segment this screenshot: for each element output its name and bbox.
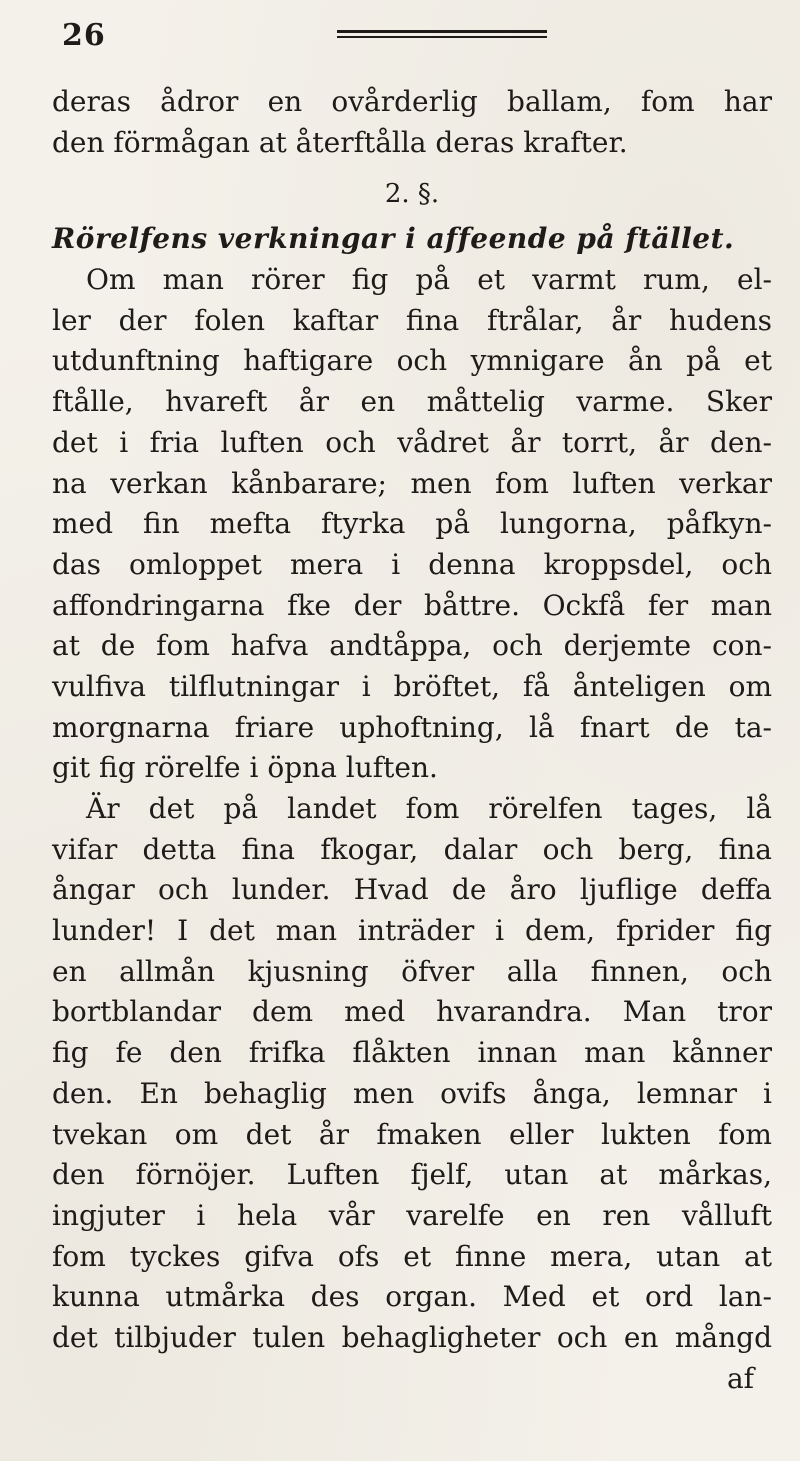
text-line: den. En behaglig men ovifs ånga, lemnar i bbox=[52, 1076, 772, 1110]
header-rule bbox=[337, 30, 547, 41]
text-line: morgnarna friare uphoftning, lå fnart de ta- bbox=[52, 710, 772, 744]
page-header bbox=[62, 14, 762, 54]
text-line: Om man rörer fig på et varmt rum, el- bbox=[86, 263, 772, 297]
text-line: das omloppet mera i denna kroppsdel, och bbox=[52, 547, 772, 581]
text-line: utdunftning haftigare och ymnigare ån på et bbox=[52, 344, 772, 378]
text-line: fom tyckes gifva ofs et finne mera, utan at bbox=[52, 1239, 772, 1273]
text-line: vifar detta fina fkogar, dalar och berg, fina bbox=[52, 832, 772, 866]
text-line: bortblandar dem med hvarandra. Man tror bbox=[52, 995, 772, 1029]
text-line: at de fom hafva andtåppa, och derjemte con- bbox=[52, 629, 772, 663]
text-line: affondringarna fke der båttre. Ockfå fer man bbox=[52, 588, 772, 622]
body-text bbox=[52, 82, 772, 1399]
text-line: med fin mefta ftyrka på lungorna, påfkyn- bbox=[52, 507, 772, 541]
section-title: Rörelfens verkningar i affeende på ftället. bbox=[52, 222, 735, 256]
text-line: deras ådror en ovårderlig ballam, fom har bbox=[52, 85, 772, 118]
page-number: 26 bbox=[62, 18, 106, 53]
text-line: git fig rörelfe i öpna luften. bbox=[52, 751, 438, 785]
text-line: lunder! I det man inträder i dem, fprider fig bbox=[52, 914, 772, 948]
text-line: Är det på landet fom rörelfen tages, lå bbox=[86, 792, 772, 825]
text-line: ftålle, hvareft år en måttelig varme. Sker bbox=[52, 385, 772, 419]
text-line: ler der folen kaftar fina ftrålar, år hudens bbox=[52, 303, 772, 337]
header-rule-thin bbox=[337, 36, 547, 38]
text-line: det i fria luften och vådret år torrt, år den- bbox=[52, 425, 772, 459]
text-line: tvekan om det år fmaken eller lukten fom bbox=[52, 1117, 772, 1151]
text-line: det tilbjuder tulen behagligheter och en mångd bbox=[52, 1320, 772, 1354]
text-line: den förmågan at återftålla deras krafter. bbox=[52, 125, 628, 159]
header-rule-thick bbox=[337, 30, 547, 33]
text-line: en allmån kjusning öfver alla finnen, och bbox=[52, 954, 772, 988]
text-line: ångar och lunder. Hvad de åro ljuflige deffa bbox=[52, 873, 772, 907]
text-line: na verkan kånbarare; men fom luften verkar bbox=[52, 466, 772, 500]
text-line: den förnöjer. Luften fjelf, utan at mårkas, bbox=[52, 1158, 772, 1192]
catchword: af bbox=[726, 1361, 754, 1395]
text-line: kunna utmårka des organ. Med et ord lan- bbox=[52, 1280, 772, 1314]
text-line: ingjuter i hela vår varelfe en ren vålluft bbox=[52, 1198, 772, 1232]
section-mark: 2. §. bbox=[384, 179, 440, 210]
text-line: fig fe den frifka flåkten innan man kånner bbox=[52, 1036, 772, 1070]
text-line: vulfiva tilflutningar i bröftet, få ånteligen om bbox=[52, 669, 772, 703]
